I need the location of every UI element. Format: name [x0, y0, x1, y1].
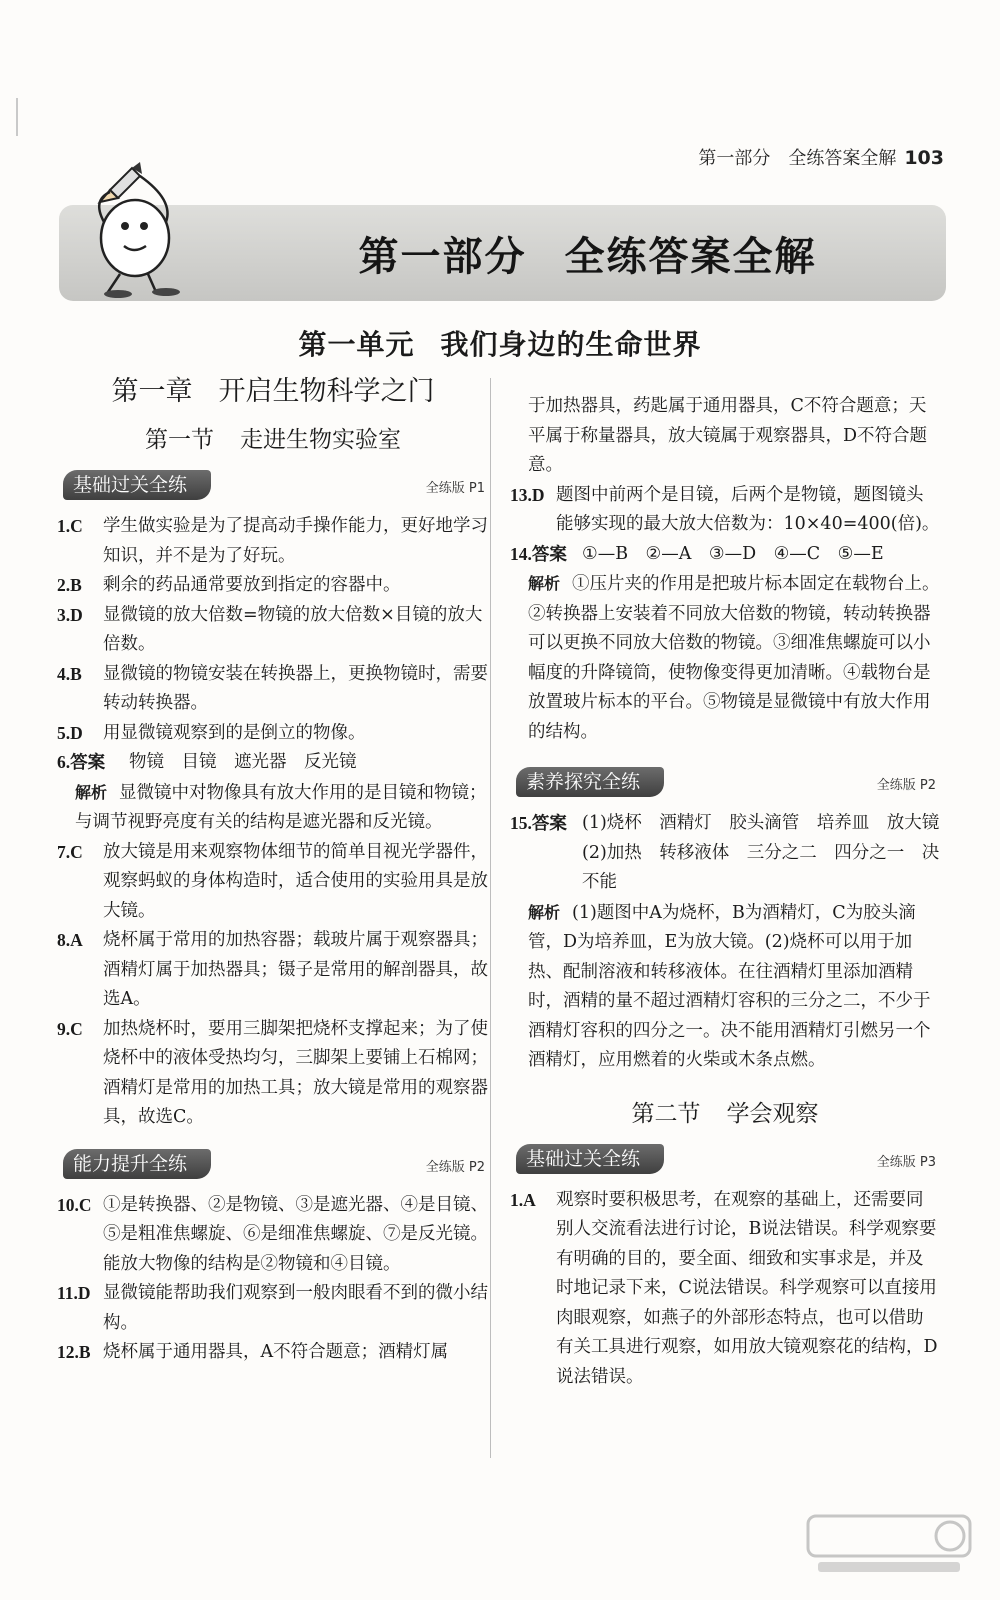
- chapter-heading: [57, 372, 489, 412]
- answer-item: [57, 719, 489, 749]
- bar-ref: 全练版 P1: [425, 481, 485, 496]
- bar-ref: 全练版 P2: [876, 778, 936, 793]
- answer-text: 观察时要积极思考，在观察的基础上，还需要同别人交流看法进行讨论，B说法错误。科学观察要有明确的目的，要全面、细致和实事求是，并及时地记录下来，C说法错误。科学观察可以直接用肉眼观察，如燕子的外部形态特点，也可以借助有关工具进行观察，如用放大镜观察花的结构，D说法错误。: [556, 1189, 938, 1387]
- answer-item: [57, 601, 489, 660]
- answer-num: 2.B: [57, 575, 82, 595]
- answer-item: [510, 481, 940, 540]
- answer-num: 1.A: [510, 1189, 536, 1210]
- analysis-item: [57, 778, 489, 838]
- pencil-mascot-icon: [70, 160, 200, 300]
- answer-text: 显微镜的放大倍数=物镜的放大倍数×目镜的放大倍数。: [103, 604, 483, 654]
- answer-text: 显微镜能帮助我们观察到一般肉眼看不到的微小结构。: [103, 1283, 488, 1333]
- bar-label: 基础过关全练: [516, 1144, 664, 1174]
- answer-num: 6.答案: [57, 752, 106, 772]
- answer-item: [57, 1279, 489, 1338]
- section-title: 学会观察: [726, 1100, 819, 1127]
- bar-label: 素养探究全练: [516, 767, 664, 797]
- analysis-text: (1)题图中A为烧杯，B为酒精灯，C为胶头滴管，D为培养皿，E为放大镜。(2)烧杯可以用于加热、配制溶液和转移液体。在往酒精灯里添加酒精时，酒精的量不超过酒精灯容积的三分之二，不少于酒精灯容积的四分之一。决不能用酒精灯引燃另一个酒精灯，应用燃着的火柴或木条点燃。: [528, 902, 931, 1070]
- analysis-item: [510, 898, 940, 1076]
- exercise-bar: [57, 1147, 489, 1183]
- answer-item: [57, 748, 489, 778]
- answer-num: 12.B: [57, 1342, 91, 1362]
- answer-num: 3.D: [57, 604, 83, 625]
- analysis-item: [510, 569, 940, 747]
- banner-part: 第一部分: [358, 234, 527, 280]
- answer-text: 剩余的药品通常要放到指定的容器中。: [103, 575, 401, 595]
- section-heading: [57, 422, 489, 458]
- exercise-bar: [510, 765, 940, 801]
- answer-text: 学生做实验是为了提高动手操作能力，更好地学习知识，并不是为了好玩。: [103, 516, 488, 566]
- section-name: 第一节: [145, 427, 214, 453]
- answer-item: [57, 838, 489, 927]
- banner-title: [269, 225, 906, 282]
- left-column: [57, 370, 489, 1368]
- answer-num: 4.B: [57, 663, 82, 684]
- section-title: 走进生物实验室: [240, 427, 401, 453]
- running-head: [698, 144, 944, 170]
- analysis-tag: 解析: [528, 902, 561, 922]
- analysis-text: ①压片夹的作用是把玻片标本固定在载物台上。②转换器上安装着不同放大倍数的物镜，转动转换器可以更换不同放大倍数的物镜。③细准焦螺旋可以小幅度的升降镜筒，使物像变得更加清晰。④载物台是放置玻片标本的平台。⑤物镜是显微镜中有放大作用的结构。: [528, 574, 940, 742]
- answer-num: 13.D: [510, 484, 545, 505]
- answer-text: 放大镜是用来观察物体细节的简单目视光学器件，观察蚂蚁的身体构造时，适合使用的实验用具是放大镜。: [103, 841, 488, 921]
- answer-num: 8.A: [57, 930, 83, 950]
- answer-num: 5.D: [57, 722, 83, 743]
- bar-label: 能力提升全练: [63, 1149, 211, 1179]
- answer-text: 烧杯属于常用的加热容器；载玻片属于观察器具；酒精灯属于加热器具；镊子是常用的解剖器具，故选A。: [103, 930, 488, 1009]
- answer-num: 14.答案: [510, 543, 567, 564]
- unit-title: [0, 323, 1000, 363]
- answer-text: ①是转换器、②是物镜、③是遮光器、④是目镜、⑤是粗准焦螺旋、⑥是细准焦螺旋、⑦是反光镜。能放大物像的结构是②物镜和④目镜。: [103, 1194, 488, 1274]
- answer-text: 题图中前两个是目镜，后两个是物镜，题图镜头能够实现的最大放大倍数为：10×40=400(倍)。: [556, 484, 940, 534]
- margin-mark: [16, 98, 18, 136]
- answer-num: 10.C: [57, 1194, 92, 1215]
- answer-text: 烧杯属于通用器具，A不符合题意；酒精灯属: [103, 1342, 449, 1362]
- answer-item: [57, 512, 489, 571]
- answer-text: 加热烧杯时，要用三脚架把烧杯支撑起来；为了使烧杯中的液体受热均匀，三脚架上要铺上石棉网；酒精灯是常用的加热工具；放大镜是常用的观察器具，故选C。: [103, 1018, 488, 1127]
- corner-logo-icon: [804, 1510, 974, 1580]
- answer-text: 显微镜的物镜安装在转换器上，更换物镜时，需要转动转换器。: [103, 663, 488, 713]
- exercise-bar: [57, 468, 489, 504]
- answer-num: 11.D: [57, 1283, 91, 1303]
- answer-item: [57, 1191, 489, 1280]
- unit-name: 第一单元: [298, 328, 415, 361]
- answer-text: ①—B ②—A ③—D ④—C ⑤—E: [582, 543, 884, 564]
- answer-item: [57, 926, 489, 1015]
- column-divider: [490, 378, 491, 1458]
- page-number: 103: [904, 147, 944, 169]
- answer-num: 9.C: [57, 1018, 83, 1039]
- analysis-tag: 解析: [528, 574, 561, 593]
- chapter-title: 开启生物科学之门: [218, 376, 435, 407]
- answer-num: 15.答案: [510, 813, 567, 833]
- exercise-bar: [510, 1142, 940, 1178]
- banner-text: 全练答案全解: [564, 234, 817, 280]
- unit-text: 我们身边的生命世界: [440, 328, 702, 361]
- answer-item: [510, 540, 940, 570]
- answer-item: [510, 809, 957, 898]
- answer-item: [57, 1338, 489, 1368]
- answer-item: [57, 571, 489, 601]
- answer-text: (1)烧杯 酒精灯 胶头滴管 培养皿 放大镜 (2)加热 转移液体 三分之二 四分之一 决不能: [582, 813, 957, 892]
- analysis-tag: 解析: [75, 782, 108, 802]
- chapter-name: 第一章: [111, 376, 193, 407]
- answer-text: 用显微镜观察到的是倒立的物像。: [103, 722, 366, 743]
- answer-item: [57, 660, 489, 719]
- section-name: 第二节: [631, 1100, 701, 1127]
- running-head-part: 第一部分: [698, 148, 771, 169]
- section-heading: [510, 1096, 940, 1132]
- running-head-title: 全练答案全解: [788, 148, 897, 169]
- bar-ref: 全练版 P2: [425, 1159, 485, 1175]
- answer-num: 1.C: [57, 516, 83, 536]
- continued-text: 于加热器具，药匙属于通用器具，C不符合题意；天平属于称量器具，放大镜属于观察器具，D不符合题意。: [528, 396, 928, 475]
- answer-text: 物镜 目镜 遮光器 反光镜: [129, 752, 357, 772]
- bar-ref: 全练版 P3: [876, 1154, 936, 1170]
- answer-item: [57, 1015, 489, 1133]
- bar-label: 基础过关全练: [63, 470, 211, 500]
- analysis-text: 显微镜中对物像具有放大作用的是目镜和物镜；与调节视野亮度有关的结构是遮光器和反光镜。: [75, 782, 487, 832]
- answer-num: 7.C: [57, 841, 83, 862]
- right-column: [510, 392, 957, 1392]
- answer-item: [510, 1186, 940, 1393]
